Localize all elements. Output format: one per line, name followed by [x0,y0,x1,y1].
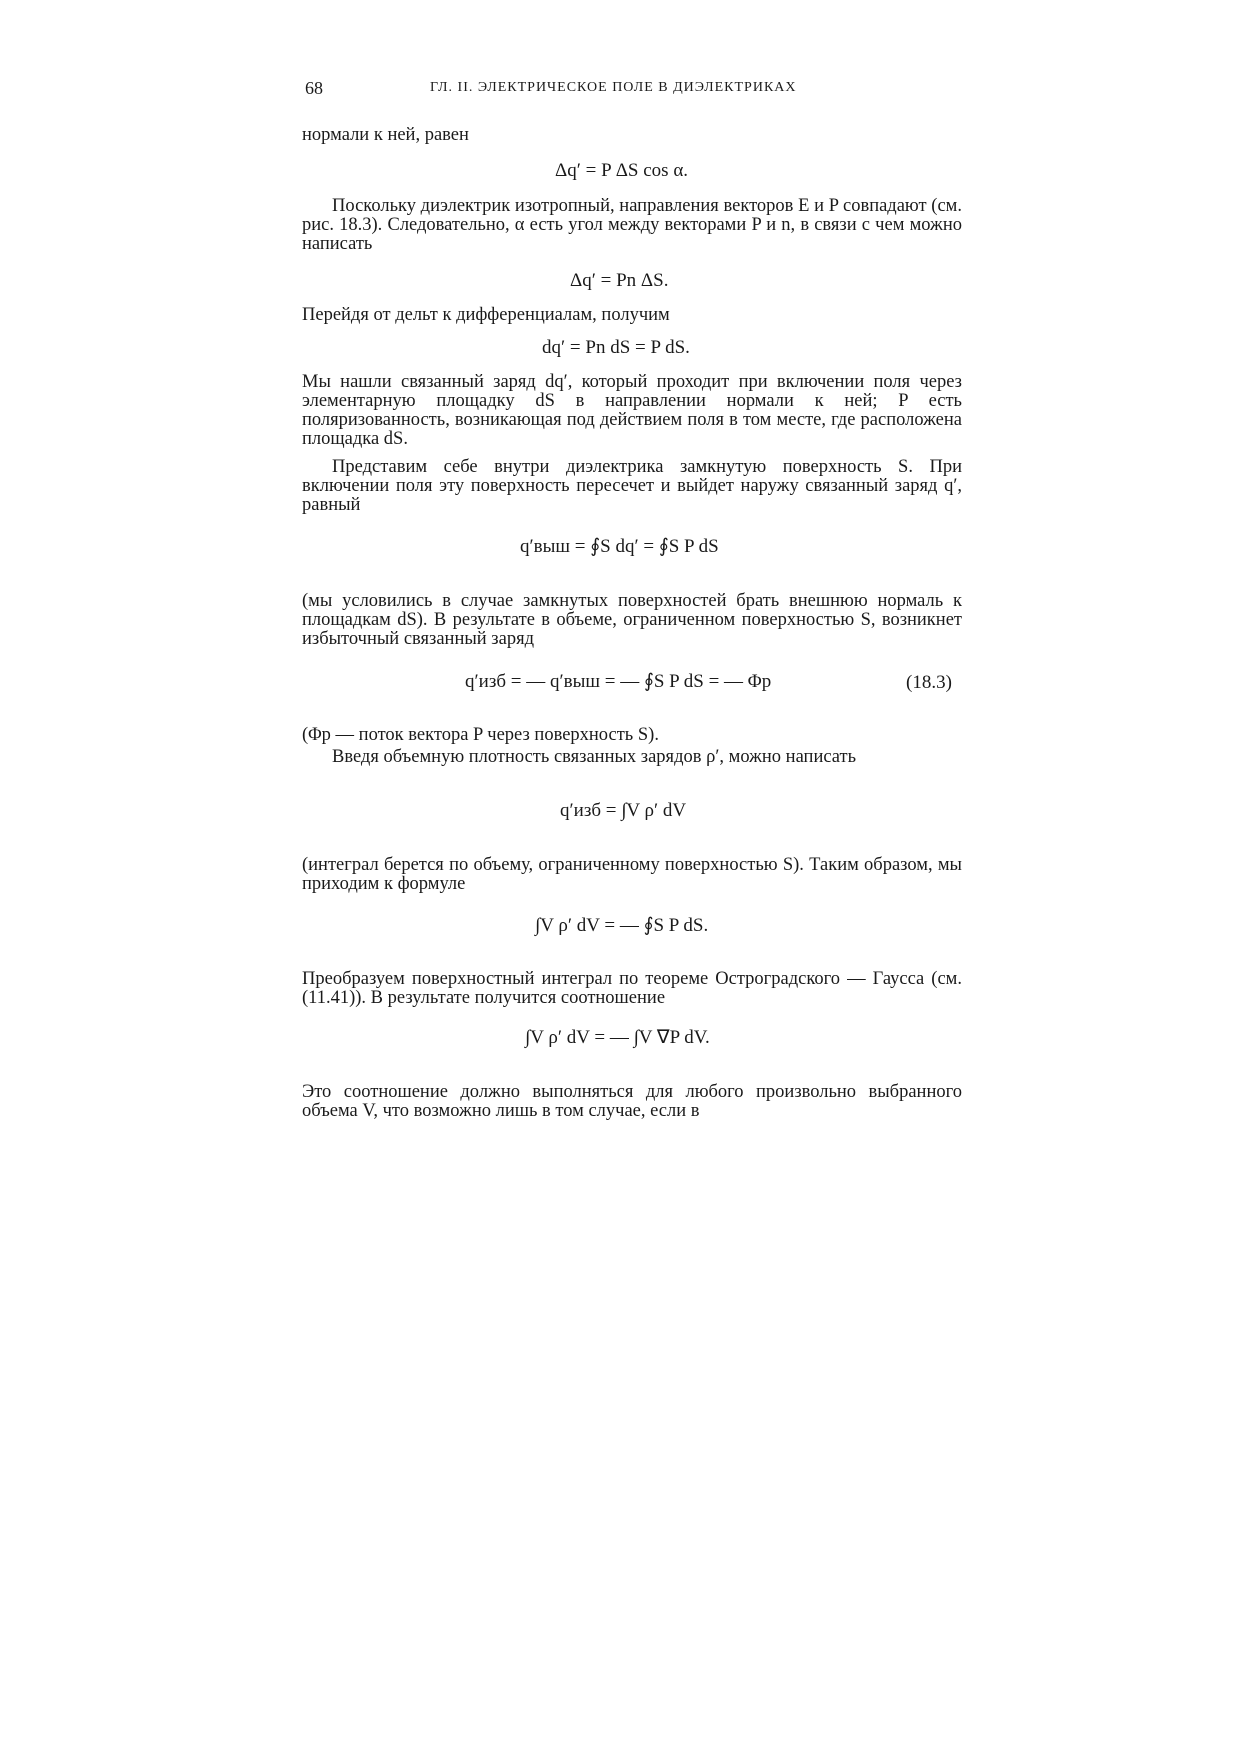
equation-2 [570,270,668,292]
equation-6-text: q′изб = ∫V ρ′ dV [560,800,687,821]
equation-7 [535,914,708,937]
equation-8-text: ∫V ρ′ dV = — ∫V ∇P dV. [525,1027,710,1048]
paragraph-1: нормали к ней, равен [302,125,469,145]
equation-1-text: Δq′ = P ΔS cos α. [555,160,689,181]
paragraph-3: Перейдя от дельт к дифференциалам, получим [302,305,670,325]
paragraph-10: Преобразуем поверхностный интеграл по теореме Остроградского — Гаусса (см. (11.41)). В результате получится соотношение [302,969,962,1008]
equation-3-text: dq′ = Pn dS = P dS. [542,337,690,358]
equation-7-text: ∫V ρ′ dV = — ∮S P dS. [535,915,709,936]
paragraph-6: (мы условились в случае замкнутых поверхностей брать внешнюю нормаль к площадкам dS). В результате в объеме, ограниченном поверхностью S, возникнет избыточный связанный заряд [302,591,962,649]
paragraph-5: Представим себе внутри диэлектрика замкнутую поверхность S. При включении поля эту поверхность пересечет и выйдет наружу связанный заряд q′, равный [302,457,962,515]
equation-6 [560,800,686,822]
paragraph-2: Поскольку диэлектрик изотропный, направления векторов E и P совпадают (см. рис. 18.3). Следовательно, α есть угол между векторами P и n, в связи с чем можно написать [302,196,962,254]
equation-4-text: q′выш = ∮S dq′ = ∮S P dS [520,536,719,557]
paragraph-9: (интеграл берется по объему, ограниченному поверхностью S). Таким образом, мы приходим к формуле [302,855,962,894]
page-header [305,78,963,104]
equation-2-text: Δq′ = Pn ΔS. [570,270,669,291]
paragraph-4: Мы нашли связанный заряд dq′, который проходит при включении поля через элементарную площадку dS в направлении нормали к ней; P есть поляризованность, возникающая под действием поля в том месте, где расположена площадка dS. [302,372,962,449]
equation-3 [542,337,690,359]
paragraph-8: Введя объемную плотность связанных зарядов ρ′, можно написать [332,747,857,767]
equation-number: (18.3) [906,672,952,693]
paragraph-7: (Φp — поток вектора P через поверхность S). [302,725,659,745]
running-title: ГЛ. II. ЭЛЕКТРИЧЕСКОЕ ПОЛЕ В ДИЭЛЕКТРИКАХ [430,80,797,95]
equation-1 [555,160,688,182]
paragraph-11: Это соотношение должно выполняться для любого произвольно выбранного объема V, что возможно лишь в том случае, если в [302,1082,962,1121]
page-number: 68 [305,78,323,98]
equation-5 [465,670,771,693]
equation-5-text: q′изб = — q′выш = — ∮S P dS = — Φp [465,671,772,692]
equation-8 [525,1026,710,1049]
equation-4 [520,535,719,558]
